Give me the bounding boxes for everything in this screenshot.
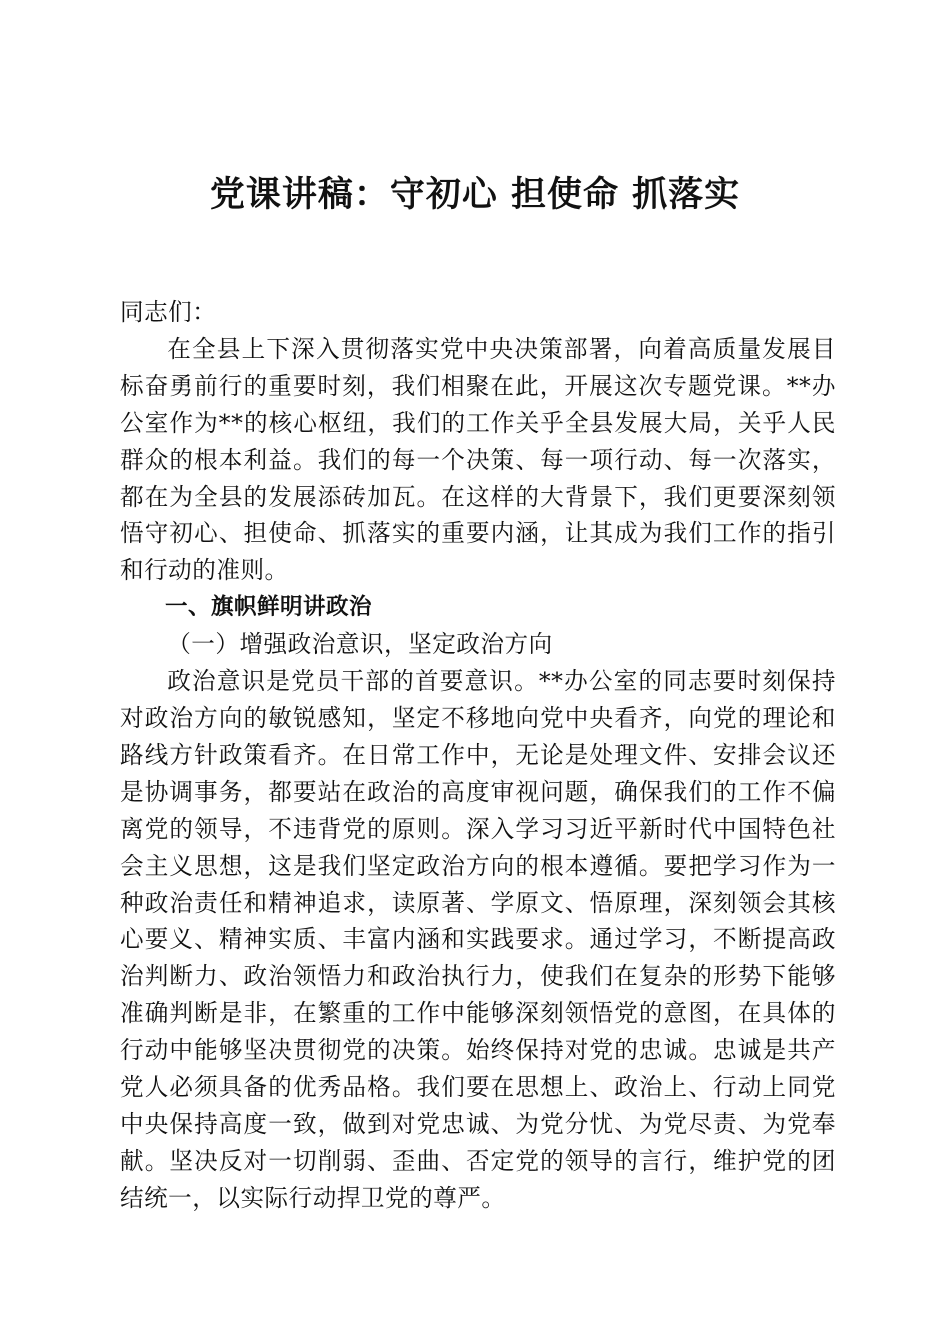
document-title: 党课讲稿：守初心 担使命 抓落实: [209, 174, 741, 215]
subsection-1-paragraph: 政治意识是党员干部的首要意识。**办公室的同志要时刻保持对政治方向的敏锐感知，坚定不移地向党中央看齐，向党的理论和路线方针政策看齐。在日常工作中，无论是处理文件、安排会议还是协调事务，都要站在政治的高度审视问题，确保我们的工作不偏离党的领导，不违背党的原则。深入学习习近平新时代中国特色社会主义思想，这是我们坚定政治方向的根本遵循。要把学习作为一种政治责任和精神追求，读原著、学原文、悟原理，深刻领会其核心要义、精神实质、丰富内涵和实践要求。通过学习，不断提高政治判断力、政治领悟力和政治执行力，使我们在复杂的形势下能够准确判断是非，在繁重的工作中能够深刻领悟党的意图，在具体的行动中能够坚决贯彻党的决策。始终保持对党的忠诚。忠诚是共产党人必须具备的优秀品格。我们要在思想上、政治上、行动上同党中央保持高度一致，做到对党忠诚、为党分忧、为党尽责、为党奉献。坚决反对一切削弱、歪曲、否定党的领导的言行，维护党的团结统一，以实际行动捍卫党的尊严。: [120, 667, 836, 1212]
intro-paragraph: 在全县上下深入贯彻落实党中央决策部署，向着高质量发展目标奋勇前行的重要时刻，我们相聚在此，开展这次专题党课。**办公室作为**的核心枢纽，我们的工作关乎全县发展大局，关乎人民群众的根本利益。我们的每一个决策、每一项行动、每一次落实，都在为全县的发展添砖加瓦。在这样的大背景下，我们更要深刻领悟守初心、担使命、抓落实的重要内涵，让其成为我们工作的指引和行动的准则。: [120, 334, 836, 585]
salutation: 同志们：: [120, 298, 217, 326]
document-body: [120, 294, 836, 1217]
subsection-heading-1: （一）增强政治意识，坚定政治方向: [167, 630, 553, 659]
section-heading-1: 一、旗帜鲜明讲政治: [165, 594, 373, 621]
